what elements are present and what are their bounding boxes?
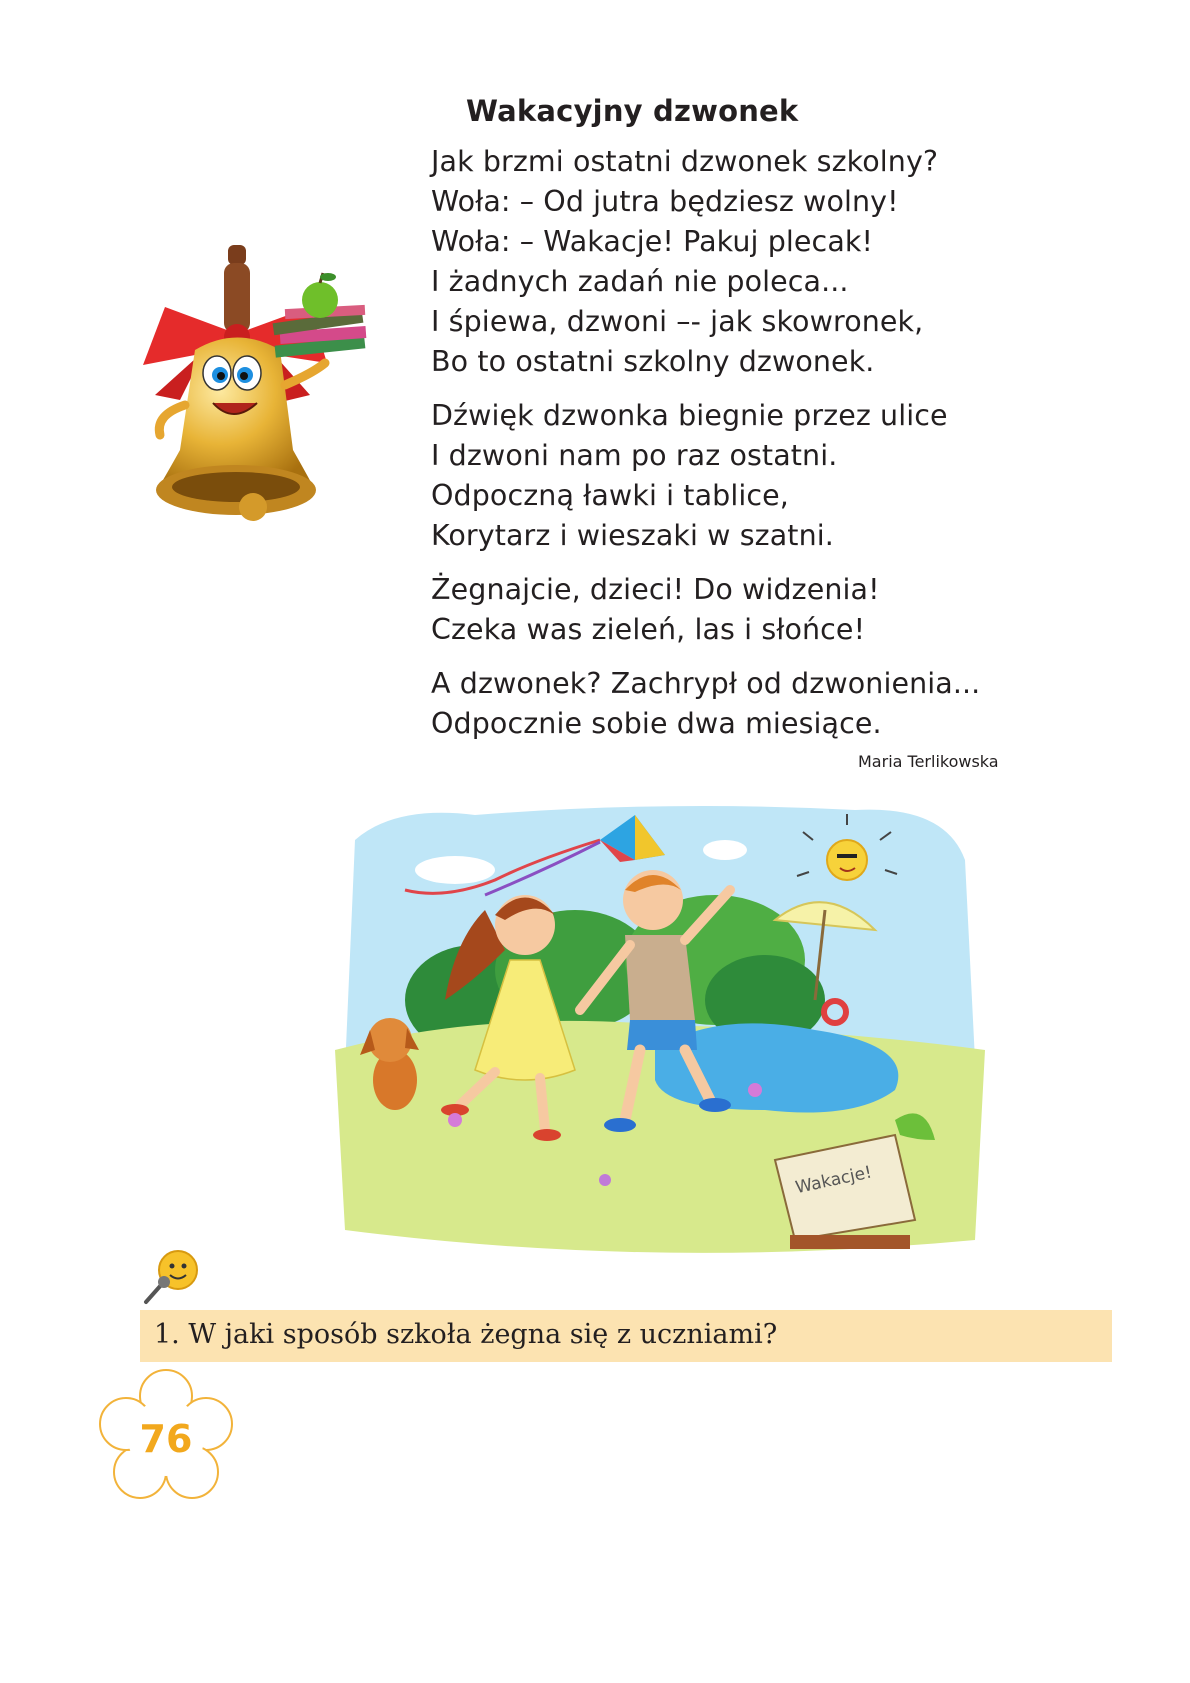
poem-line: Woła: – Wakacje! Pakuj plecak! [431, 225, 874, 258]
poem-title: Wakacyjny dzwonek [466, 94, 799, 128]
smiley-microphone-icon [140, 1248, 202, 1308]
stanza-4 [431, 664, 1071, 744]
stanza-1 [431, 142, 1071, 382]
question-bar [140, 1310, 1112, 1362]
poem-line: A dzwonek? Zachrypł od dzwonienia... [431, 667, 981, 700]
stanza-2 [431, 396, 1071, 556]
poem-line: Bo to ostatni szkolny dzwonek. [431, 345, 875, 378]
poem-line: Odpocznie sobie dwa miesiące. [431, 707, 882, 740]
poem-line: Korytarz i wieszaki w szatni. [431, 519, 834, 552]
question-text: 1. W jaki sposób szkoła żegna się z uczniami? [154, 1319, 778, 1350]
poem-line: I śpiewa, dzwoni –- jak skowronek, [431, 305, 924, 338]
poem-author: Maria Terlikowska [858, 752, 999, 771]
poem-line: Czeka was zieleń, las i słońce! [431, 613, 866, 646]
poem-line: Odpoczną ławki i tablice, [431, 479, 789, 512]
book-caption: Wakacje! [793, 1162, 874, 1199]
poem-body [431, 142, 1071, 758]
poem-line: I dzwoni nam po raz ostatni. [431, 439, 838, 472]
summer-kids-illustration [335, 800, 985, 1280]
school-bell-illustration [135, 245, 405, 545]
poem-line: Dźwięk dzwonka biegnie przez ulice [431, 399, 948, 432]
poem-line: Żegnajcie, dzieci! Do widzenia! [431, 573, 880, 606]
poem-line: I żadnych zadań nie poleca... [431, 265, 849, 298]
stanza-3 [431, 570, 1071, 650]
poem-line: Woła: – Od jutra będziesz wolny! [431, 185, 899, 218]
poem-line: Jak brzmi ostatni dzwonek szkolny? [431, 145, 939, 178]
page-number: 76 [139, 1417, 193, 1461]
